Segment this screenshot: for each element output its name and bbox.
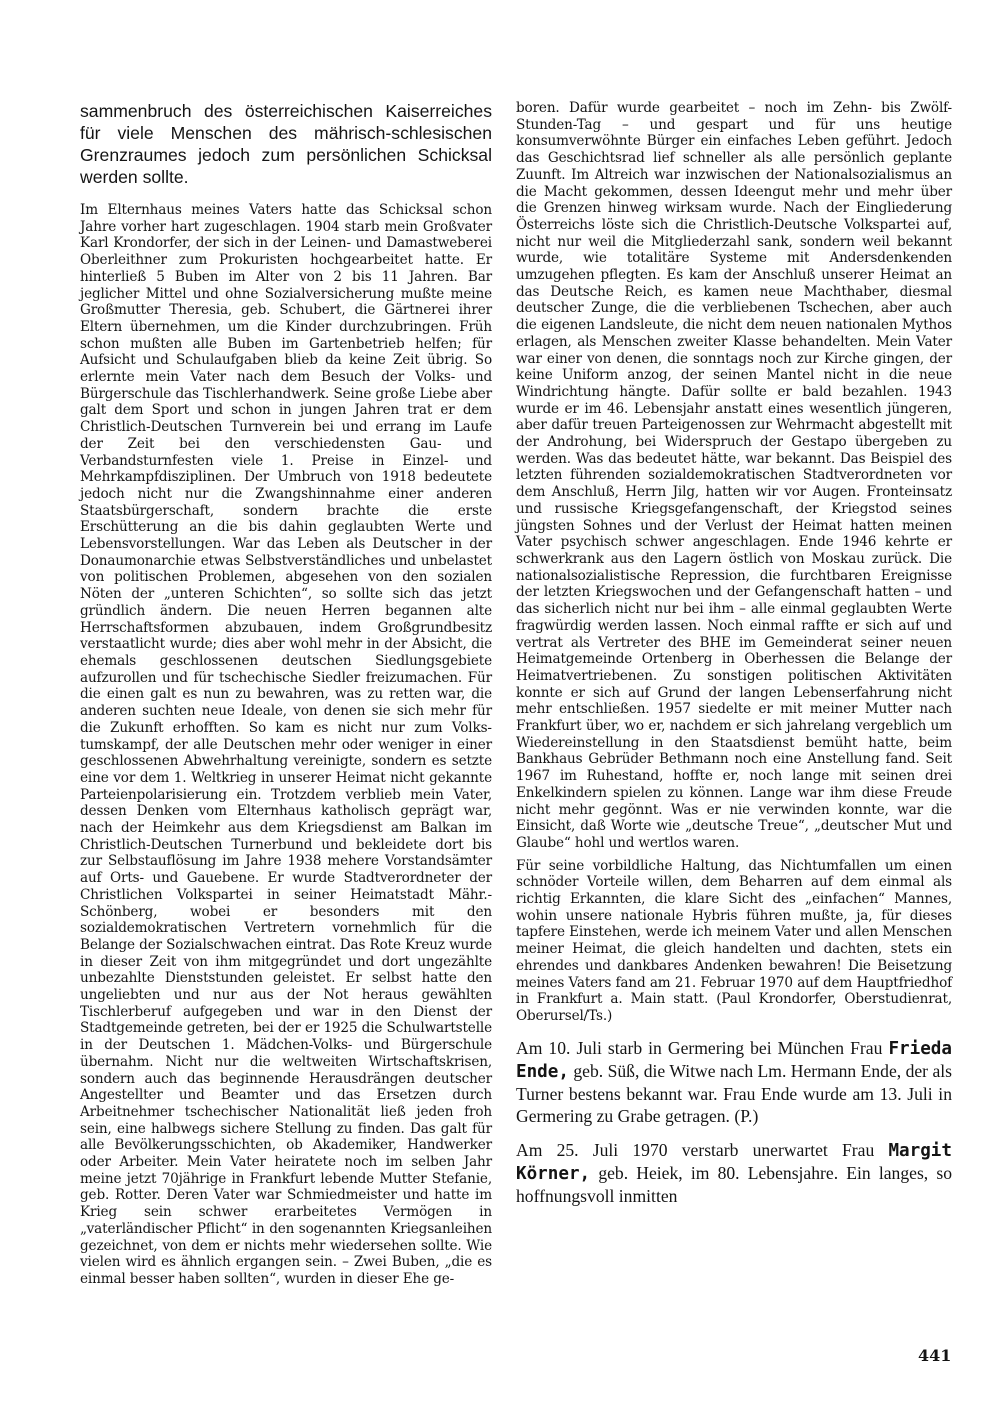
- notice-text: geb. Heiek, im 80. Lebensjahre. Ein langes, so hoffnungsvoll inmitten: [516, 1162, 952, 1206]
- notice-text: Am 10. Juli starb in Germering bei München Frau: [516, 1037, 889, 1058]
- intro-paragraph: sammenbruch des österreichischen Kaiserreiches für viele Menschen des mährisch-schlesischen Grenzraumes jedoch zum persönlichen Schicksal werden sollte.: [80, 101, 492, 187]
- right-column: [516, 100, 952, 1207]
- deceased-name: Frieda Ende,: [516, 1038, 952, 1082]
- closing-paragraph: Für seine vorbildliche Haltung, das Nichtumfallen um einen schnöder Vorteile willen, dem Beharren auf dem einmal als richtig Erkannten, die klare Sicht des „einfachen“ Mannes, wohin unsere nationale Hybris führen mußte, ja, für dieses tapfere Einstehen, werde ich meinem Vater und allen Menschen meiner Heimat, die gleich handelten und dachten, stets ein ehrendes und dankbares Andenken bewahren! Die Beisetzung meines Vaters fand am 21. Februar 1970 auf dem Hauptfriedhof in Frankfurt a. Main statt. (Paul Krondorfer, Oberstudienrat, Oberursel/Ts.): [516, 857, 952, 1024]
- obituary-notice: [516, 1139, 952, 1207]
- notice-text: geb. Süß, die Witwe nach Lm. Hermann Ende, der als Turner bestens bekannt war. Frau Ende wurde am 13. Juli in Germering zu Grabe getragen. (P.): [516, 1060, 952, 1126]
- body-paragraph: Im Elternhaus meines Vaters hatte das Schicksal schon Jahre vorher hart zugeschlagen. 1904 starb mein Großvater Karl Krondorfer, der sich in der Leinen- und Damastweberei Oberleithner zum Prokuristen hochgearbeitet hatte. Er hinterließ 5 Buben im Alter von 2 bis 11 Jahren. Bar jeglicher Mittel und ohne Sozialversicherung mußte meine Großmutter Theresia, geb. Schubert, die Gärtnerei ihrer Eltern übernehmen, um die Kinder durchzubringen. Früh schon mußten alle Buben im Gartenbetrieb helfen; für Aufsicht und Schulaufgaben blieb da keine Zeit übrig. So erlernte mein Vater nach dem Besuch der Volks- und Bürgerschule das Tischlerhandwerk. Seine große Liebe aber galt dem Sport und schon in jungen Jahren trat er dem Christlich-Deutschen Turnverein bei und errang im Laufe der Zeit bei den verschiedensten Gau- und Verbandsturnfesten viele 1. Preise in Einzel- und Mehrkampfdisziplinen. Der Umbruch von 1918 bedeutete jedoch nicht nur die Zwangshinnahme einer anderen Staatsbürgerschaft, sondern brachte die erste Erschütterung an die bis dahin geglaubten Werte und Lebensvorstellungen. War das Leben als Deutscher in der Donaumonarchie etwas Selbstverständliches und unbelastet von politischen Problemen, abgesehen von den sozialen Nöten der „unteren Schichten“, so sollte sich das jetzt gründlich ändern. Die neuen Herren begannen alte Herrschaftsformen abzubauen, indem Großgrundbesitz verstaatlicht wurde; dies aber wohl mehr in der Absicht, die ehemals geschlossenen deutschen Siedlungsgebiete aufzurollen und für tschechische Siedler freizumachen. Für die einen galt es nun zu bewahren, was zu retten war, die anderen suchten neue Ideale, von denen sie sich mehr für die Zukunft erhofften. So kam es nicht nur zum Volkstumskampf, der alle Deutschen mehr oder weniger in einer geschlossenen Abwehrhaltung vereinigte, sondern es setzte eine vor dem 1. Weltkrieg in unserer Heimat nicht gekannte Parteienpolarisierung ein. Trotzdem verblieb mein Vater, dessen Denken vom Elternhaus katholisch geprägt war, nach der Heimkehr aus dem Kriegsdienst am Balkan im Christlich-Deutschen Turnerbund und bekleidete dort bis zur Selbstauflösung im Jahre 1938 mehere Vorstandsämter auf Orts- und Gauebene. Er wurde Stadtverordneter der Christlichen Volkspartei in seiner Heimatstadt Mähr.-Schönberg, wobei er besonders mit den sozialdemokratischen Vertretern vornehmlich für die Belange der Sozialschwachen eintrat. Das Rote Kreuz wurde in dieser Zeit von ihm mitgegründet und dort ungezählte unbezahlte Dienststunden geleistet. Er selbst hatte den ungeliebten und nur aus der Not heraus gewählten Tischlerberuf aufgegeben und war in den Dienst der Stadtgemeinde getreten, bei der er 1925 die Schulwartstelle in der Deutschen 1. Mädchen-Volks- und Bürgerschule übernahm. Nicht nur die weltweiten Wirtschaftskrisen, sondern auch das beginnende Herausdrängen deutscher Angestellter und Beamter und das Ersetzen durch Arbeitnehmer tschechischer Nationalität ließ jeden froh sein, eine halbwegs sichere Stellung zu finden. Das galt für alle Bevölkerungsschichten, ob Akademiker, Handwerker oder Arbeiter. Mein Vater heiratete noch im selben Jahr meine jetzt 70jährige in Frankfurt lebende Mutter Stefanie, geb. Rotter. Deren Vater war Schmiedmeister und hatte im Krieg sein schwer erarbeitetes Vermögen in „vaterländischer Pflicht“ in den sogenannten Kriegsanleihen gezeichnet, von dem er nichts mehr wiedersehen sollte. Wie vielen wird es ähnlich ergangen sein. – Zwei Buben, „die es einmal besser haben sollten“, wurden in dieser Ehe ge-: [80, 202, 492, 1287]
- obituary-notice: [516, 1037, 952, 1127]
- deceased-name: Margit Körner,: [516, 1140, 952, 1184]
- page-number: 441: [918, 1346, 952, 1365]
- left-column: [80, 100, 492, 1288]
- notice-text: Am 25. Juli 1970 verstarb unerwartet Frau: [516, 1139, 889, 1160]
- body-paragraph: boren. Dafür wurde gearbeitet – noch im Zehn- bis Zwölf-Stunden-Tag – und gespart und für uns heutige konsumverwöhnte Bürger ein einfaches Leben geführt. Jedoch das Geschichtsrad lief schneller als alle persönlich geplante Zuunft. Im Altreich war inzwischen der Nationalsozialismus an die Macht gekommen, dessen Ideengut mehr und mehr über die Grenzen hinweg wirksam wurde. Nach der Eingliederung Österreichs löste sich die Christlich-Deutsche Volkspartei auf, nicht nur weil die Mitgliederzahl sank, sondern weil bekannt wurde, wie totalitäre Systeme mit Andersdenkenden umzugehen pflegten. Es kam der Anschluß unserer Heimat an das Deutsche Reich, es kamen neue Machthaber, diesmal deutscher Zunge, die die verbliebenen Tschechen, aber auch die eigenen Landsleute, die nicht dem neuen nationalen Mythos erlagen, als Menschen zweiter Klasse behandelten. Mein Vater war einer von denen, die sonntags noch zur Kirche gingen, der keine Uniform anzog, der seinen Mantel nicht in die neue Windrichtung hängte. Dafür sollte er bald bezahlen. 1943 wurde er im 46. Lebensjahr anstatt eines wesentlich jüngeren, aber dafür treuen Parteigenossen zur Wehrmacht abgestellt mit der Androhung, bei Widerspruch der Gestapo übergeben zu werden. Was das bedeutet hätte, war bekannt. Das Beispiel des letzten führenden sozialdemokratischen Stadtverordneten vor dem Anschluß, Herrn Jilg, hatten wir vor Augen. Fronteinsatz und russische Kriegsgefangenschaft, der Kriegstod seines jüngsten Sohnes und der Verlust der Heimat hatten meinen Vater psychisch schwer angeschlagen. Ende 1946 kehrte er schwerkrank aus den Lagern östlich von Moskau zurück. Die nationalsozialistische Repression, die furchtbaren Ereignisse der letzten Kriegswochen und der Gefangenschaft hatten – und das sicherlich nicht nur bei ihm – alle einmal geglaubten Werte fragwürdig werden lassen. Noch einmal raffte er sich auf und vertrat als Vertreter des BHE im Gemeinderat seiner neuen Heimatgemeinde Ortenberg in Oberhessen die Belange der Heimatvertriebenen. Zu sonstigen politischen Aktivitäten konnte er sich auf Grund der langen Lebenserfahrung nicht mehr entschließen. 1957 siedelte er mit meiner Mutter nach Frankfurt über, wo er, nachdem er sich jahrelang vergeblich um Wiedereinstellung in den Staatsdienst bemüht hatte, beim Bankhaus Gebrüder Bethmann noch eine Anstellung fand. Seit 1967 im Ruhestand, hoffte er, noch lange mit seinen drei Enkelkindern spielen zu können. Lange war ihm diese Freude nicht mehr gegönnt. Was er nie verwinden konnte, war die Einsicht, daß Worte wie „deutsche Treue“, „deutscher Mut und Glaube“ hohl und wertlos waren.: [516, 100, 952, 851]
